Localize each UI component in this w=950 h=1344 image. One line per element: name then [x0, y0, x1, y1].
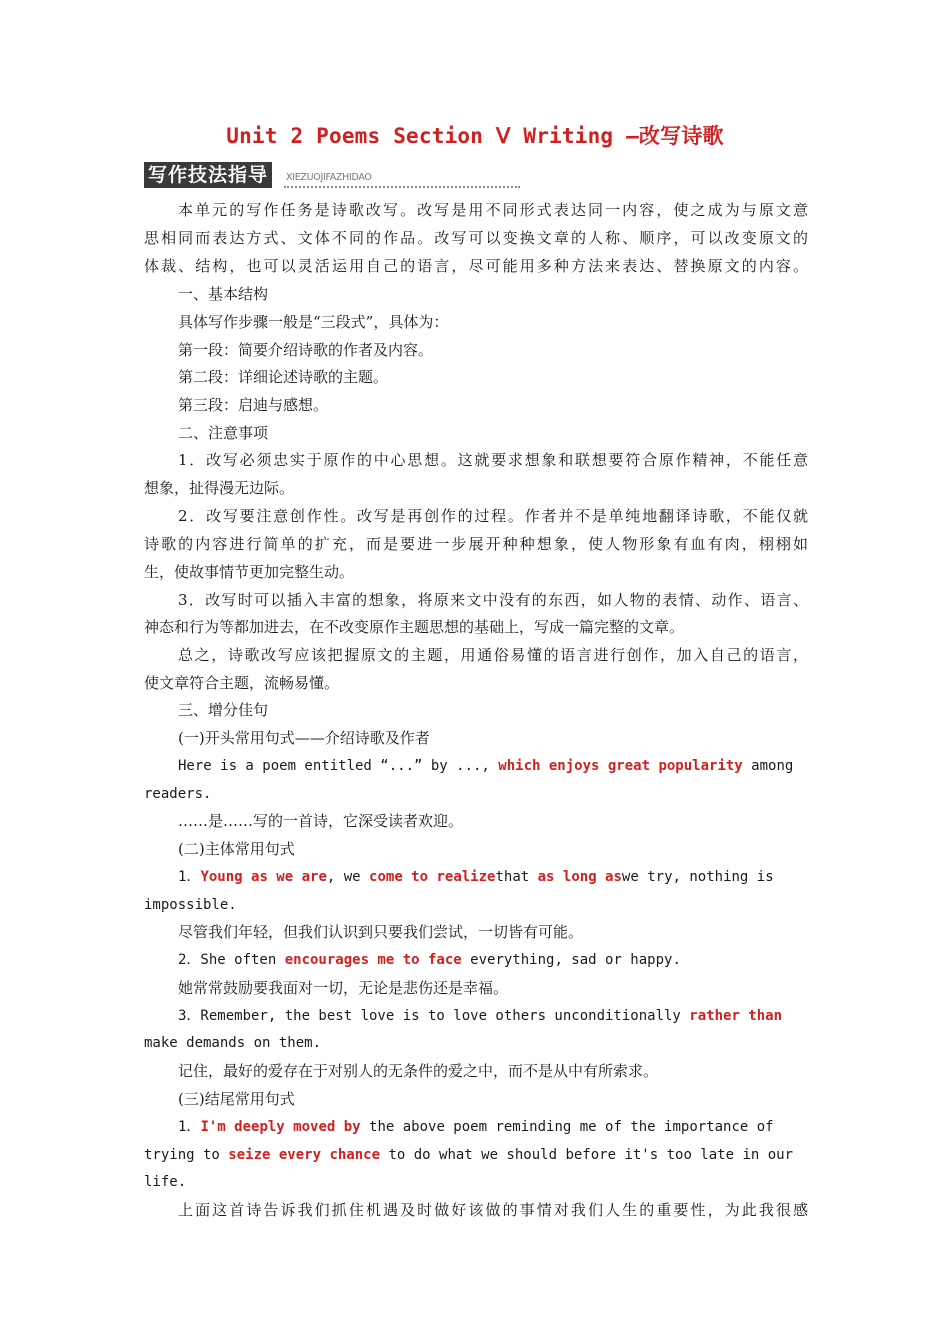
- note2-line-3: 生，使故事情节更加完整生动。: [144, 563, 355, 581]
- section1-lead: 具体写作步骤一般是“三段式”，具体为：: [178, 313, 449, 331]
- sentence5-line-3: life.: [144, 1174, 187, 1190]
- sentence5-translation: 上面这首诗告诉我们抓住机遇及时做好该做的事情对我们人生的重要性，为此我很感: [178, 1201, 808, 1219]
- section-banner: [144, 162, 524, 190]
- sentence4-translation: 记住，最好的爱存在于对别人的无条件的爱之中，而不是从中有所索求。: [178, 1062, 659, 1080]
- sentence5-line-1: 1．I'm deeply moved by the above poem reminding me of the importance of: [178, 1119, 774, 1135]
- intro-line-3: 体裁、结构，也可以灵活运用自己的语言，尽可能用多种方法来表达、替换原文的内容。: [144, 257, 808, 275]
- banner-divider: [284, 186, 520, 188]
- note2-line-2: 诗歌的内容进行简单的扩充，而是要进一步展开种种想象，使人物形象有血有肉，栩栩如: [144, 535, 808, 553]
- note3-line-2: 神态和行为等都加进去，在不改变原作主题思想的基础上，写成一篇完整的文章。: [144, 618, 685, 636]
- sub3-heading: (三)结尾常用句式: [178, 1090, 295, 1108]
- summary-line-2: 使文章符合主题，流畅易懂。: [144, 674, 340, 692]
- section3-heading: 三、增分佳句: [178, 701, 269, 719]
- banner-label: 写作技法指导: [144, 162, 272, 188]
- highlight-phrase: encourages me to face: [284, 952, 462, 968]
- note2-line-1: 2．改写要注意创作性。改写是再创作的过程。作者并不是单纯地翻译诗歌，不能仅就: [178, 507, 808, 525]
- highlight-phrase: Young as we are: [200, 869, 327, 885]
- highlight-phrase: rather than: [689, 1008, 783, 1024]
- sentence2-line-1: 1．Young as we are, we come to realizethat as long aswe try, nothing is: [178, 869, 774, 885]
- intro-line-2: 思相同而表达方式、文体不同的作品。改写可以变换文章的人称、顺序，可以改变原文的: [144, 229, 808, 247]
- highlight-phrase: which enjoys great popularity: [498, 758, 743, 774]
- sentence2-line-2: impossible.: [144, 897, 237, 913]
- highlight-phrase: come to realize: [369, 869, 496, 885]
- sentence2-translation: 尽管我们年轻，但我们认识到只要我们尝试，一切皆有可能。: [178, 923, 584, 941]
- sentence4-line-2: make demands on them.: [144, 1035, 322, 1051]
- sentence3-translation: 她常常鼓励要我面对一切，无论是悲伤还是幸福。: [178, 979, 509, 997]
- section1-heading: 一、基本结构: [178, 285, 269, 303]
- sentence3-line-1: 2．She often encourages me to face everything, sad or happy.: [178, 952, 681, 968]
- note3-line-1: 3．改写时可以插入丰富的想象，将原来文中没有的东西，如人物的表情、动作、语言、: [178, 591, 808, 609]
- sentence5-line-2: trying to seize every chance to do what we should before it's too late in our: [144, 1147, 794, 1163]
- sentence1-translation: ……是……写的一首诗，它深受读者欢迎。: [178, 812, 464, 830]
- sentence1-line-2: readers.: [144, 786, 212, 802]
- sub1-heading: (一)开头常用句式——介绍诗歌及作者: [178, 729, 430, 747]
- page-title: Unit 2 Poems Section Ⅴ Writing —改写诗歌: [226, 124, 724, 148]
- section2-heading: 二、注意事项: [178, 424, 269, 442]
- sub2-heading: (二)主体常用句式: [178, 840, 295, 858]
- step-2: 第二段：详细论述诗歌的主题。: [178, 368, 389, 386]
- intro-line-1: 本单元的写作任务是诗歌改写。改写是用不同形式表达同一内容，使之成为与原文意: [178, 201, 808, 219]
- sentence4-line-1: 3．Remember, the best love is to love others unconditionally rather than: [178, 1008, 783, 1024]
- banner-pinyin: XIEZUOJIFAZHIDAO: [286, 172, 372, 183]
- summary-line-1: 总之，诗歌改写应该把握原文的主题，用通俗易懂的语言进行创作，加入自己的语言，: [178, 646, 808, 664]
- note1-line-2: 想象，扯得漫无边际。: [144, 479, 295, 497]
- highlight-phrase: seize every chance: [228, 1147, 381, 1163]
- highlight-phrase: I'm deeply moved by: [200, 1119, 361, 1135]
- highlight-phrase: as long as: [537, 869, 622, 885]
- sentence1-line-1: Here is a poem entitled “...” by ..., which enjoys great popularity among: [178, 758, 794, 774]
- step-1: 第一段：简要介绍诗歌的作者及内容。: [178, 341, 434, 359]
- note1-line-1: 1．改写必须忠实于原作的中心思想。这就要求想象和联想要符合原作精神，不能任意: [178, 451, 808, 469]
- step-3: 第三段：启迪与感想。: [178, 396, 329, 414]
